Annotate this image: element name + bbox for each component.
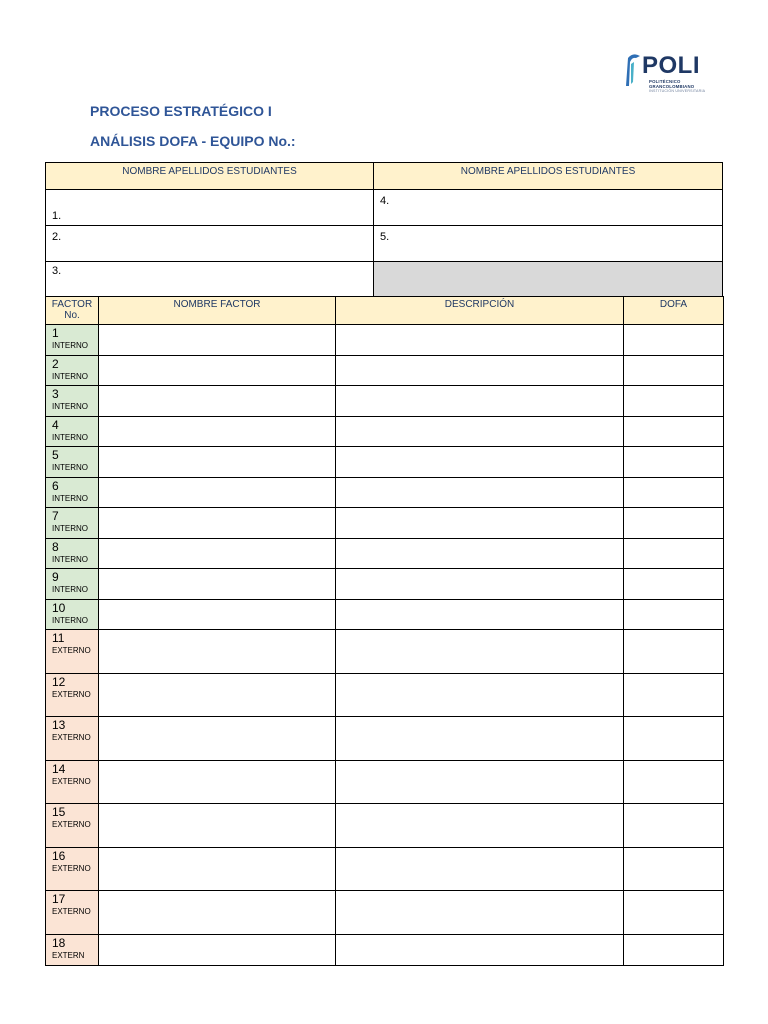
factor-dofa-cell[interactable] xyxy=(624,891,724,935)
factor-number-cell xyxy=(46,538,99,569)
factor-row xyxy=(46,447,724,478)
factor-name-cell[interactable] xyxy=(99,673,336,717)
factor-number-cell xyxy=(46,717,99,761)
factor-kind: INTERNO xyxy=(52,371,88,381)
factor-description-cell[interactable] xyxy=(336,934,624,965)
factor-description-cell[interactable] xyxy=(336,804,624,848)
factor-dofa-cell[interactable] xyxy=(624,508,724,539)
factor-dofa-cell[interactable] xyxy=(624,447,724,478)
student-label-1: 1. xyxy=(52,210,62,222)
factor-dofa-cell[interactable] xyxy=(624,355,724,386)
factor-number-cell xyxy=(46,325,99,356)
factor-description-cell[interactable] xyxy=(336,847,624,891)
factor-description-cell[interactable] xyxy=(336,673,624,717)
factor-name-cell[interactable] xyxy=(99,934,336,965)
factor-number: 9 xyxy=(52,570,59,584)
factor-kind: EXTERN xyxy=(52,950,85,960)
factor-description-cell[interactable] xyxy=(336,325,624,356)
factor-description-cell[interactable] xyxy=(336,760,624,804)
factor-number: 4 xyxy=(52,417,59,432)
factor-kind: INTERNO xyxy=(52,554,88,564)
factor-description-cell[interactable] xyxy=(336,508,624,539)
factor-number-cell xyxy=(46,847,99,891)
factor-number: 6 xyxy=(52,478,59,493)
factor-description-cell[interactable] xyxy=(336,477,624,508)
factor-number-cell xyxy=(46,673,99,717)
factor-dofa-cell[interactable] xyxy=(624,386,724,417)
factor-number: 12 xyxy=(52,674,66,689)
factor-number-cell xyxy=(46,416,99,447)
factor-number-cell xyxy=(46,891,99,935)
factor-number-cell xyxy=(46,599,99,630)
factor-number: 14 xyxy=(52,761,66,776)
factor-kind: EXTERNO xyxy=(52,776,91,786)
factor-description-cell[interactable] xyxy=(336,717,624,761)
factor-kind: INTERNO xyxy=(52,524,88,533)
factor-number: 17 xyxy=(52,892,66,906)
logo-line-3: INSTITUCIÓN UNIVERSITARIA xyxy=(649,89,706,93)
students-header-left: NOMBRE APELLIDOS ESTUDIANTES xyxy=(45,162,374,190)
factors-body xyxy=(46,325,724,966)
student-label-4: 4. xyxy=(380,195,390,207)
factor-name-cell[interactable] xyxy=(99,416,336,447)
factor-number-cell xyxy=(46,477,99,508)
factor-row xyxy=(46,386,724,417)
factor-dofa-cell[interactable] xyxy=(624,717,724,761)
student-label-2: 2. xyxy=(52,231,62,243)
factor-kind: EXTERNO xyxy=(52,689,91,699)
factor-kind: EXTERNO xyxy=(52,733,91,742)
factor-dofa-cell[interactable] xyxy=(624,934,724,965)
factor-kind: INTERNO xyxy=(52,432,88,442)
factor-number: 5 xyxy=(52,448,59,462)
factor-name-cell[interactable] xyxy=(99,538,336,569)
col-dofa: DOFA xyxy=(624,297,724,325)
factor-number: 10 xyxy=(52,600,66,615)
factor-dofa-cell[interactable] xyxy=(624,630,724,674)
factor-number-cell xyxy=(46,386,99,417)
factor-kind: INTERNO xyxy=(52,402,88,411)
factor-name-cell[interactable] xyxy=(99,630,336,674)
factor-kind: EXTERNO xyxy=(52,907,91,916)
factor-row xyxy=(46,804,724,848)
factor-name-cell[interactable] xyxy=(99,569,336,600)
factor-number: 7 xyxy=(52,509,59,523)
student-field-2[interactable] xyxy=(45,225,374,262)
logo-line-1: POLITÉCNICO xyxy=(649,79,681,84)
factor-description-cell[interactable] xyxy=(336,386,624,417)
factor-number-cell xyxy=(46,934,99,965)
col-description: DESCRIPCIÓN xyxy=(336,297,624,325)
factor-dofa-cell[interactable] xyxy=(624,325,724,356)
factor-kind: INTERNO xyxy=(52,615,88,625)
factor-description-cell[interactable] xyxy=(336,599,624,630)
factor-kind: EXTERNO xyxy=(52,820,91,829)
factor-row xyxy=(46,630,724,674)
factor-row xyxy=(46,847,724,891)
logo-line-2: GRANCOLOMBIANO xyxy=(649,84,695,89)
factor-number-cell xyxy=(46,630,99,674)
factor-row xyxy=(46,416,724,447)
student-field-3[interactable] xyxy=(45,261,374,297)
factor-number: 1 xyxy=(52,326,59,340)
factor-description-cell[interactable] xyxy=(336,538,624,569)
student-label-5: 5. xyxy=(380,231,390,243)
document-subtitle: ANÁLISIS DOFA - EQUIPO No.: xyxy=(90,133,296,149)
factor-row xyxy=(46,934,724,965)
factor-name-cell[interactable] xyxy=(99,386,336,417)
factor-name-cell[interactable] xyxy=(99,447,336,478)
factor-kind: INTERNO xyxy=(52,463,88,472)
factor-number: 3 xyxy=(52,387,59,401)
factor-number: 2 xyxy=(52,356,59,371)
factor-name-cell[interactable] xyxy=(99,599,336,630)
factor-name-cell[interactable] xyxy=(99,891,336,935)
poli-logo xyxy=(622,50,717,100)
factor-row xyxy=(46,569,724,600)
factor-description-cell[interactable] xyxy=(336,569,624,600)
factor-number-cell xyxy=(46,447,99,478)
factor-name-cell[interactable] xyxy=(99,325,336,356)
factor-number-cell xyxy=(46,760,99,804)
factor-name-cell[interactable] xyxy=(99,508,336,539)
factor-dofa-cell[interactable] xyxy=(624,599,724,630)
factor-dofa-cell[interactable] xyxy=(624,416,724,447)
factor-dofa-cell[interactable] xyxy=(624,477,724,508)
factor-number: 16 xyxy=(52,848,66,863)
factor-row xyxy=(46,325,724,356)
factor-row xyxy=(46,538,724,569)
factor-dofa-cell[interactable] xyxy=(624,673,724,717)
factor-row xyxy=(46,760,724,804)
factor-description-cell[interactable] xyxy=(336,630,624,674)
factor-number-cell xyxy=(46,804,99,848)
factor-number: 11 xyxy=(52,631,65,645)
factor-description-cell[interactable] xyxy=(336,355,624,386)
factor-row xyxy=(46,673,724,717)
student-label-3: 3. xyxy=(52,265,62,277)
factor-name-cell[interactable] xyxy=(99,804,336,848)
factor-kind: EXTERNO xyxy=(52,646,91,655)
factor-row xyxy=(46,599,724,630)
factor-row xyxy=(46,477,724,508)
factor-description-cell[interactable] xyxy=(336,447,624,478)
factor-kind: INTERNO xyxy=(52,585,88,594)
col-name: NOMBRE FACTOR xyxy=(99,297,336,325)
students-header-right: NOMBRE APELLIDOS ESTUDIANTES xyxy=(373,162,723,190)
factor-number: 18 xyxy=(52,935,66,950)
col-factor-no: FACTOR No. xyxy=(46,297,99,325)
factor-number: 13 xyxy=(52,718,66,732)
factor-name-cell[interactable] xyxy=(99,477,336,508)
factor-number-cell xyxy=(46,569,99,600)
factor-dofa-cell[interactable] xyxy=(624,538,724,569)
logo-wordmark: POLI xyxy=(642,52,701,79)
factor-row xyxy=(46,508,724,539)
factor-name-cell[interactable] xyxy=(99,760,336,804)
student-field-1[interactable] xyxy=(45,189,374,226)
factor-description-cell[interactable] xyxy=(336,891,624,935)
factor-name-cell[interactable] xyxy=(99,355,336,386)
factor-description-cell[interactable] xyxy=(336,416,624,447)
student-field-empty xyxy=(373,261,723,297)
factor-number-cell xyxy=(46,355,99,386)
factor-row xyxy=(46,717,724,761)
document-title: PROCESO ESTRATÉGICO I xyxy=(90,103,272,119)
factor-kind: INTERNO xyxy=(52,493,88,503)
factor-kind: EXTERNO xyxy=(52,863,91,873)
factor-dofa-cell[interactable] xyxy=(624,804,724,848)
factor-row xyxy=(46,355,724,386)
factor-dofa-cell[interactable] xyxy=(624,569,724,600)
factor-kind: INTERNO xyxy=(52,341,88,350)
student-field-4[interactable] xyxy=(373,189,723,226)
factor-number: 8 xyxy=(52,539,59,554)
factor-name-cell[interactable] xyxy=(99,717,336,761)
factor-name-cell[interactable] xyxy=(99,847,336,891)
factor-number: 15 xyxy=(52,805,66,819)
factors-table xyxy=(45,296,724,966)
dofa-sheet xyxy=(45,162,723,970)
student-field-5[interactable] xyxy=(373,225,723,262)
factors-header-row xyxy=(46,297,724,325)
poli-logo-icon xyxy=(624,52,642,92)
factor-row xyxy=(46,891,724,935)
factor-dofa-cell[interactable] xyxy=(624,847,724,891)
factor-number-cell xyxy=(46,508,99,539)
factor-dofa-cell[interactable] xyxy=(624,760,724,804)
